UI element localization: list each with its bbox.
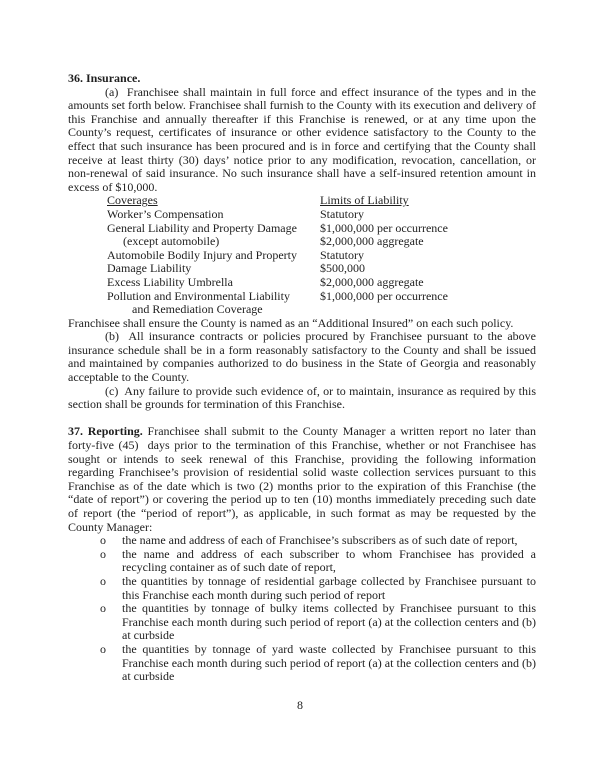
list-item-text: the name and address of each of Franchisee’s subscribers as of such date of report, (122, 533, 518, 548)
report-items-list (68, 534, 536, 684)
document-body (68, 72, 536, 684)
section-36-paragraph-c: (c) Any failure to provide such evidence of, or to maintain, insurance as required by this section shall be grounds for termination of this Franchise. (68, 383, 536, 412)
coverages-column-header: Coverages (107, 193, 158, 208)
table-row (107, 303, 536, 317)
table-row (107, 262, 536, 276)
blank-line (68, 412, 536, 426)
section-36-paragraph-a: (a) Franchisee shall maintain in full force and effect insurance of the types and in the amounts set forth below. Franchisee shall furnish to the County with its execution and delivery of this Franchise and annually thereafter if this Franchise is renewed, or at any time upon the County’s request, certificates of insurance or other evidence satisfactory to the County to the effect that such insurance has been procured and is in force and certifying that the County shall receive at least thirty (30) days’ notice prior to any modification, revocation, cancellation, or non-renewal of said insurance. No such insurance shall have a self-insured retention amount in excess of $10,000. (68, 84, 536, 194)
coverage-cell: Damage Liability (107, 261, 192, 276)
table-row (107, 276, 536, 290)
table-row (107, 208, 536, 222)
table-row (107, 222, 536, 236)
list-item-text: the quantities by tonnage of residential garbage collected by Franchisee pursuant to this Franchise each month during such period of report (122, 573, 536, 602)
limit-cell: $2,000,000 aggregate (320, 234, 424, 249)
insurance-table (107, 194, 536, 316)
limit-cell: Statutory (320, 206, 364, 221)
additional-insured-line: Franchisee shall ensure the County is named as an “Additional Insured” on each such policy. (68, 315, 514, 330)
limit-cell (320, 303, 536, 317)
limit-cell: $1,000,000 per occurrence (320, 288, 448, 303)
limit-cell: $1,000,000 per occurrence (320, 220, 448, 235)
limit-cell: Statutory (320, 247, 364, 262)
limit-cell: $2,000,000 aggregate (320, 274, 424, 289)
table-row (107, 235, 536, 249)
list-item (68, 602, 536, 643)
limits-column-header: Limits of Liability (320, 193, 409, 208)
coverage-cell: Automobile Bodily Injury and Property (107, 247, 297, 262)
coverage-cell: (except automobile) (123, 234, 220, 249)
list-item-text: the name and address of each subscriber to whom Franchisee has provided a recycling container as of such date of report, (122, 546, 536, 575)
list-item (68, 575, 536, 602)
section-37-heading: 37. Reporting. (68, 424, 143, 439)
coverage-cell: General Liability and Property Damage (107, 220, 297, 235)
list-item (68, 643, 536, 684)
bullet-marker: o (100, 601, 106, 616)
list-item-text: the quantities by tonnage of bulky items collected by Franchisee pursuant to this Franchise each month during such period of report (a) at the collection centers and (b) at curbside (122, 601, 536, 643)
bullet-marker: o (100, 533, 106, 548)
table-row (107, 249, 536, 263)
bullet-marker: o (100, 641, 106, 656)
section-36-heading: 36. Insurance. (68, 71, 141, 85)
coverage-cell: Worker’s Compensation (107, 206, 224, 221)
section-37-paragraph (68, 425, 536, 534)
list-item-text: the quantities by tonnage of yard waste collected by Franchisee pursuant to this Franchise each month during such period of report (a) at the collection centers and (b) at curbside (122, 641, 536, 684)
coverage-cell: and Remediation Coverage (132, 302, 263, 317)
bullet-marker: o (100, 573, 106, 588)
section-36-paragraph-b: (b) All insurance contracts or policies procured by Franchisee pursuant to the above insurance schedule shall be in a form reasonably satisfactory to the County and shall be issued and maintained by companies authorized to do business in the State of Georgia and reasonably acceptable to the County. (68, 329, 536, 385)
list-item (68, 548, 536, 575)
insurance-table-header-row (107, 194, 536, 208)
page-number: 8 (297, 698, 303, 712)
section-36-heading-line (68, 72, 536, 86)
table-row (107, 290, 536, 304)
list-item (68, 534, 536, 548)
coverage-cell: Excess Liability Umbrella (107, 274, 233, 289)
section-37-intro: Franchisee shall submit to the County Manager a written report no later than forty-five (45) days prior to the termination of this Franchise, whether or not Franchisee has sought or intends to seek renewal of this Franchise, providing the following information regarding Franchisee’s provision of residential solid waste collection services pursuant to this Franchise as of the date which is two (2) months prior to the expiration of this Franchise (the “date of report”) or covering the period up to ten (10) months immediately preceding such date of report (the “period of report”), as applicable, in such format as may be requested by the County Manager: (68, 424, 536, 534)
coverage-cell: Pollution and Environmental Liability (107, 288, 290, 303)
limit-cell: $500,000 (320, 261, 365, 276)
bullet-marker: o (100, 546, 106, 561)
